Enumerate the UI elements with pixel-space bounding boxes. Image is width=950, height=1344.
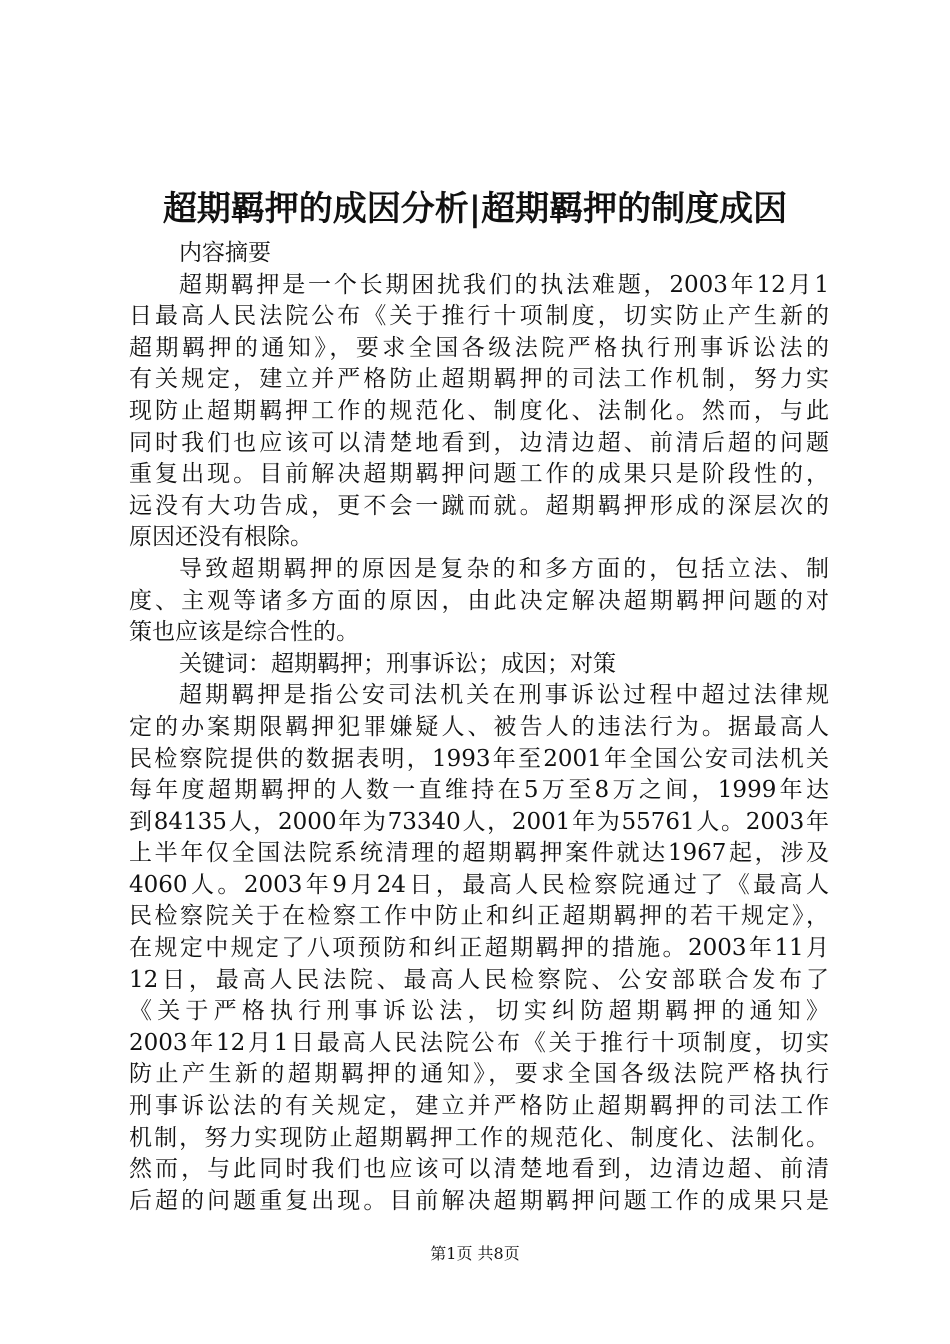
body-line: 策也应该是综合性的。 — [129, 619, 359, 646]
page-footer: 第1页 共8页 — [430, 1244, 520, 1263]
document-title: 超期羁押的成因分析|超期羁押的制度成因 — [162, 189, 788, 229]
body-line: 民检察院关于在检察工作中防止和纠正超期羁押的若干规定》， — [129, 903, 829, 930]
body-line: 定的办案期限羁押犯罪嫌疑人、被告人的违法行为。据最高人 — [129, 713, 829, 740]
body-line: 后超的问题重复出现。目前解决超期羁押问题工作的成果只是 — [129, 1187, 829, 1214]
body-line: 4060人。2003年9月24日，最高人民检察院通过了《最高人 — [129, 871, 829, 898]
body-line: 到84135人，2000年为73340人，2001年为55761人。2003年 — [129, 808, 829, 835]
body-line: 原因还没有根除。 — [129, 524, 313, 551]
body-line: 刑事诉讼法的有关规定，建立并严格防止超期羁押的司法工作 — [129, 1093, 829, 1120]
body-line: 同时我们也应该可以清楚地看到，边清边超、前清后超的问题 — [129, 429, 829, 456]
body-line: 日最高人民法院公布《关于推行十项制度，切实防止产生新的 — [129, 303, 829, 330]
body-line: 现防止超期羁押工作的规范化、制度化、法制化。然而，与此 — [129, 397, 829, 424]
body-line: 上半年仅全国法院系统清理的超期羁押案件就达1967起，涉及 — [129, 840, 829, 867]
body-line: 超期羁押是指公安司法机关在刑事诉讼过程中超过法律规 — [179, 682, 829, 709]
body-line: 远没有大功告成，更不会一蹴而就。超期羁押形成的深层次的 — [129, 492, 829, 519]
body-line: 关键词：超期羁押；刑事诉讼；成因；对策 — [179, 650, 616, 677]
body-line: 民检察院提供的数据表明，1993年至2001年全国公安司法机关 — [129, 745, 829, 772]
body-line: 内容摘要 — [179, 240, 271, 266]
body-line: 在规定中规定了八项预防和纠正超期羁押的措施。2003年11月 — [129, 935, 829, 962]
body-line: 2003年12月1日最高人民法院公布《关于推行十项制度，切实 — [129, 1029, 829, 1056]
body-line: 度、主观等诸多方面的原因，由此决定解决超期羁押问题的对 — [129, 587, 829, 614]
body-line: 导致超期羁押的原因是复杂的和多方面的，包括立法、制 — [179, 555, 829, 582]
body-line: 超期羁押的通知》，要求全国各级法院严格执行刑事诉讼法的 — [129, 334, 829, 361]
body-line: 《关于严格执行刑事诉讼法，切实纠防超期羁押的通知》 — [129, 998, 829, 1025]
body-line: 12日，最高人民法院、最高人民检察院、公安部联合发布了 — [129, 966, 829, 993]
body-line: 每年度超期羁押的人数一直维持在5万至8万之间，1999年达 — [129, 777, 829, 804]
body-line: 重复出现。目前解决超期羁押问题工作的成果只是阶段性的， — [129, 461, 829, 488]
body-line: 防止产生新的超期羁押的通知》，要求全国各级法院严格执行 — [129, 1061, 829, 1088]
body-line: 机制，努力实现防止超期羁押工作的规范化、制度化、法制化。 — [129, 1124, 829, 1151]
document-body — [129, 238, 829, 1217]
body-line: 超期羁押是一个长期困扰我们的执法难题，2003年12月1 — [179, 271, 829, 298]
body-line: 然而，与此同时我们也应该可以清楚地看到，边清边超、前清 — [129, 1156, 829, 1183]
body-line: 有关规定，建立并严格防止超期羁押的司法工作机制，努力实 — [129, 366, 829, 393]
